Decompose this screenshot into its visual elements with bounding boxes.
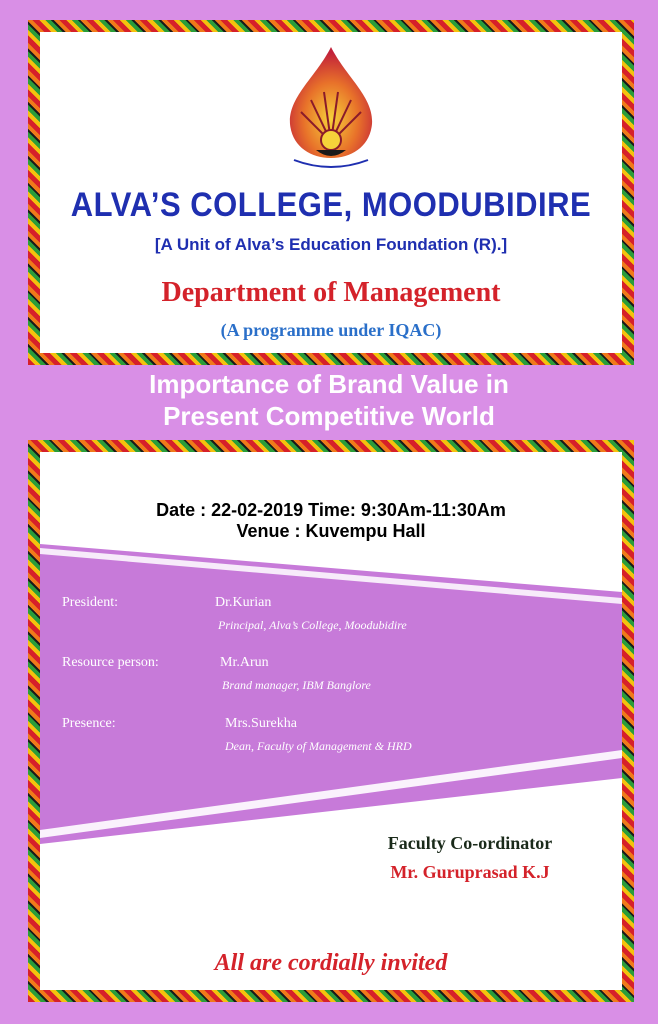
event-title bbox=[0, 368, 658, 432]
unit-text: [A Unit of Alva’s Education Foundation (R).] bbox=[154, 235, 508, 254]
event-title-line1: Importance of Brand Value in bbox=[149, 369, 509, 399]
event-title-line2: Present Competitive World bbox=[163, 401, 495, 431]
person-name: Mrs.Surekha bbox=[225, 716, 297, 731]
details-inner bbox=[40, 452, 622, 990]
person-name: Dr.Kurian bbox=[215, 595, 272, 610]
date-time: Date : 22-02-2019 Time: 9:30Am-11:30Am bbox=[156, 500, 506, 520]
role-label: Resource person: bbox=[62, 655, 159, 670]
venue: Venue : Kuvempu Hall bbox=[236, 521, 426, 541]
department-title: Department of Management bbox=[161, 277, 501, 308]
person-detail: Dean, Faculty of Management & HRD bbox=[225, 739, 412, 753]
details-panel bbox=[28, 440, 634, 1002]
role-label: President: bbox=[62, 595, 118, 610]
header-panel bbox=[28, 20, 634, 365]
person-name: Mr.Arun bbox=[220, 655, 269, 670]
person-detail: Brand manager, IBM Banglore bbox=[222, 678, 371, 692]
coordinator-title: Faculty Co-ordinator bbox=[387, 833, 553, 853]
college-name: ALVA’S COLLEGE, MOODUBIDIRE bbox=[70, 185, 592, 224]
programme-note: (A programme under IQAC) bbox=[220, 320, 442, 340]
college-logo-icon bbox=[276, 42, 386, 172]
invitation-text: All are cordially invited bbox=[214, 950, 448, 976]
role-label: Presence: bbox=[62, 716, 116, 731]
purple-band bbox=[40, 452, 622, 990]
coordinator-name: Mr. Guruprasad K.J bbox=[390, 862, 550, 882]
person-detail: Principal, Alva’s College, Moodubidire bbox=[218, 618, 407, 632]
header-inner bbox=[40, 32, 622, 353]
